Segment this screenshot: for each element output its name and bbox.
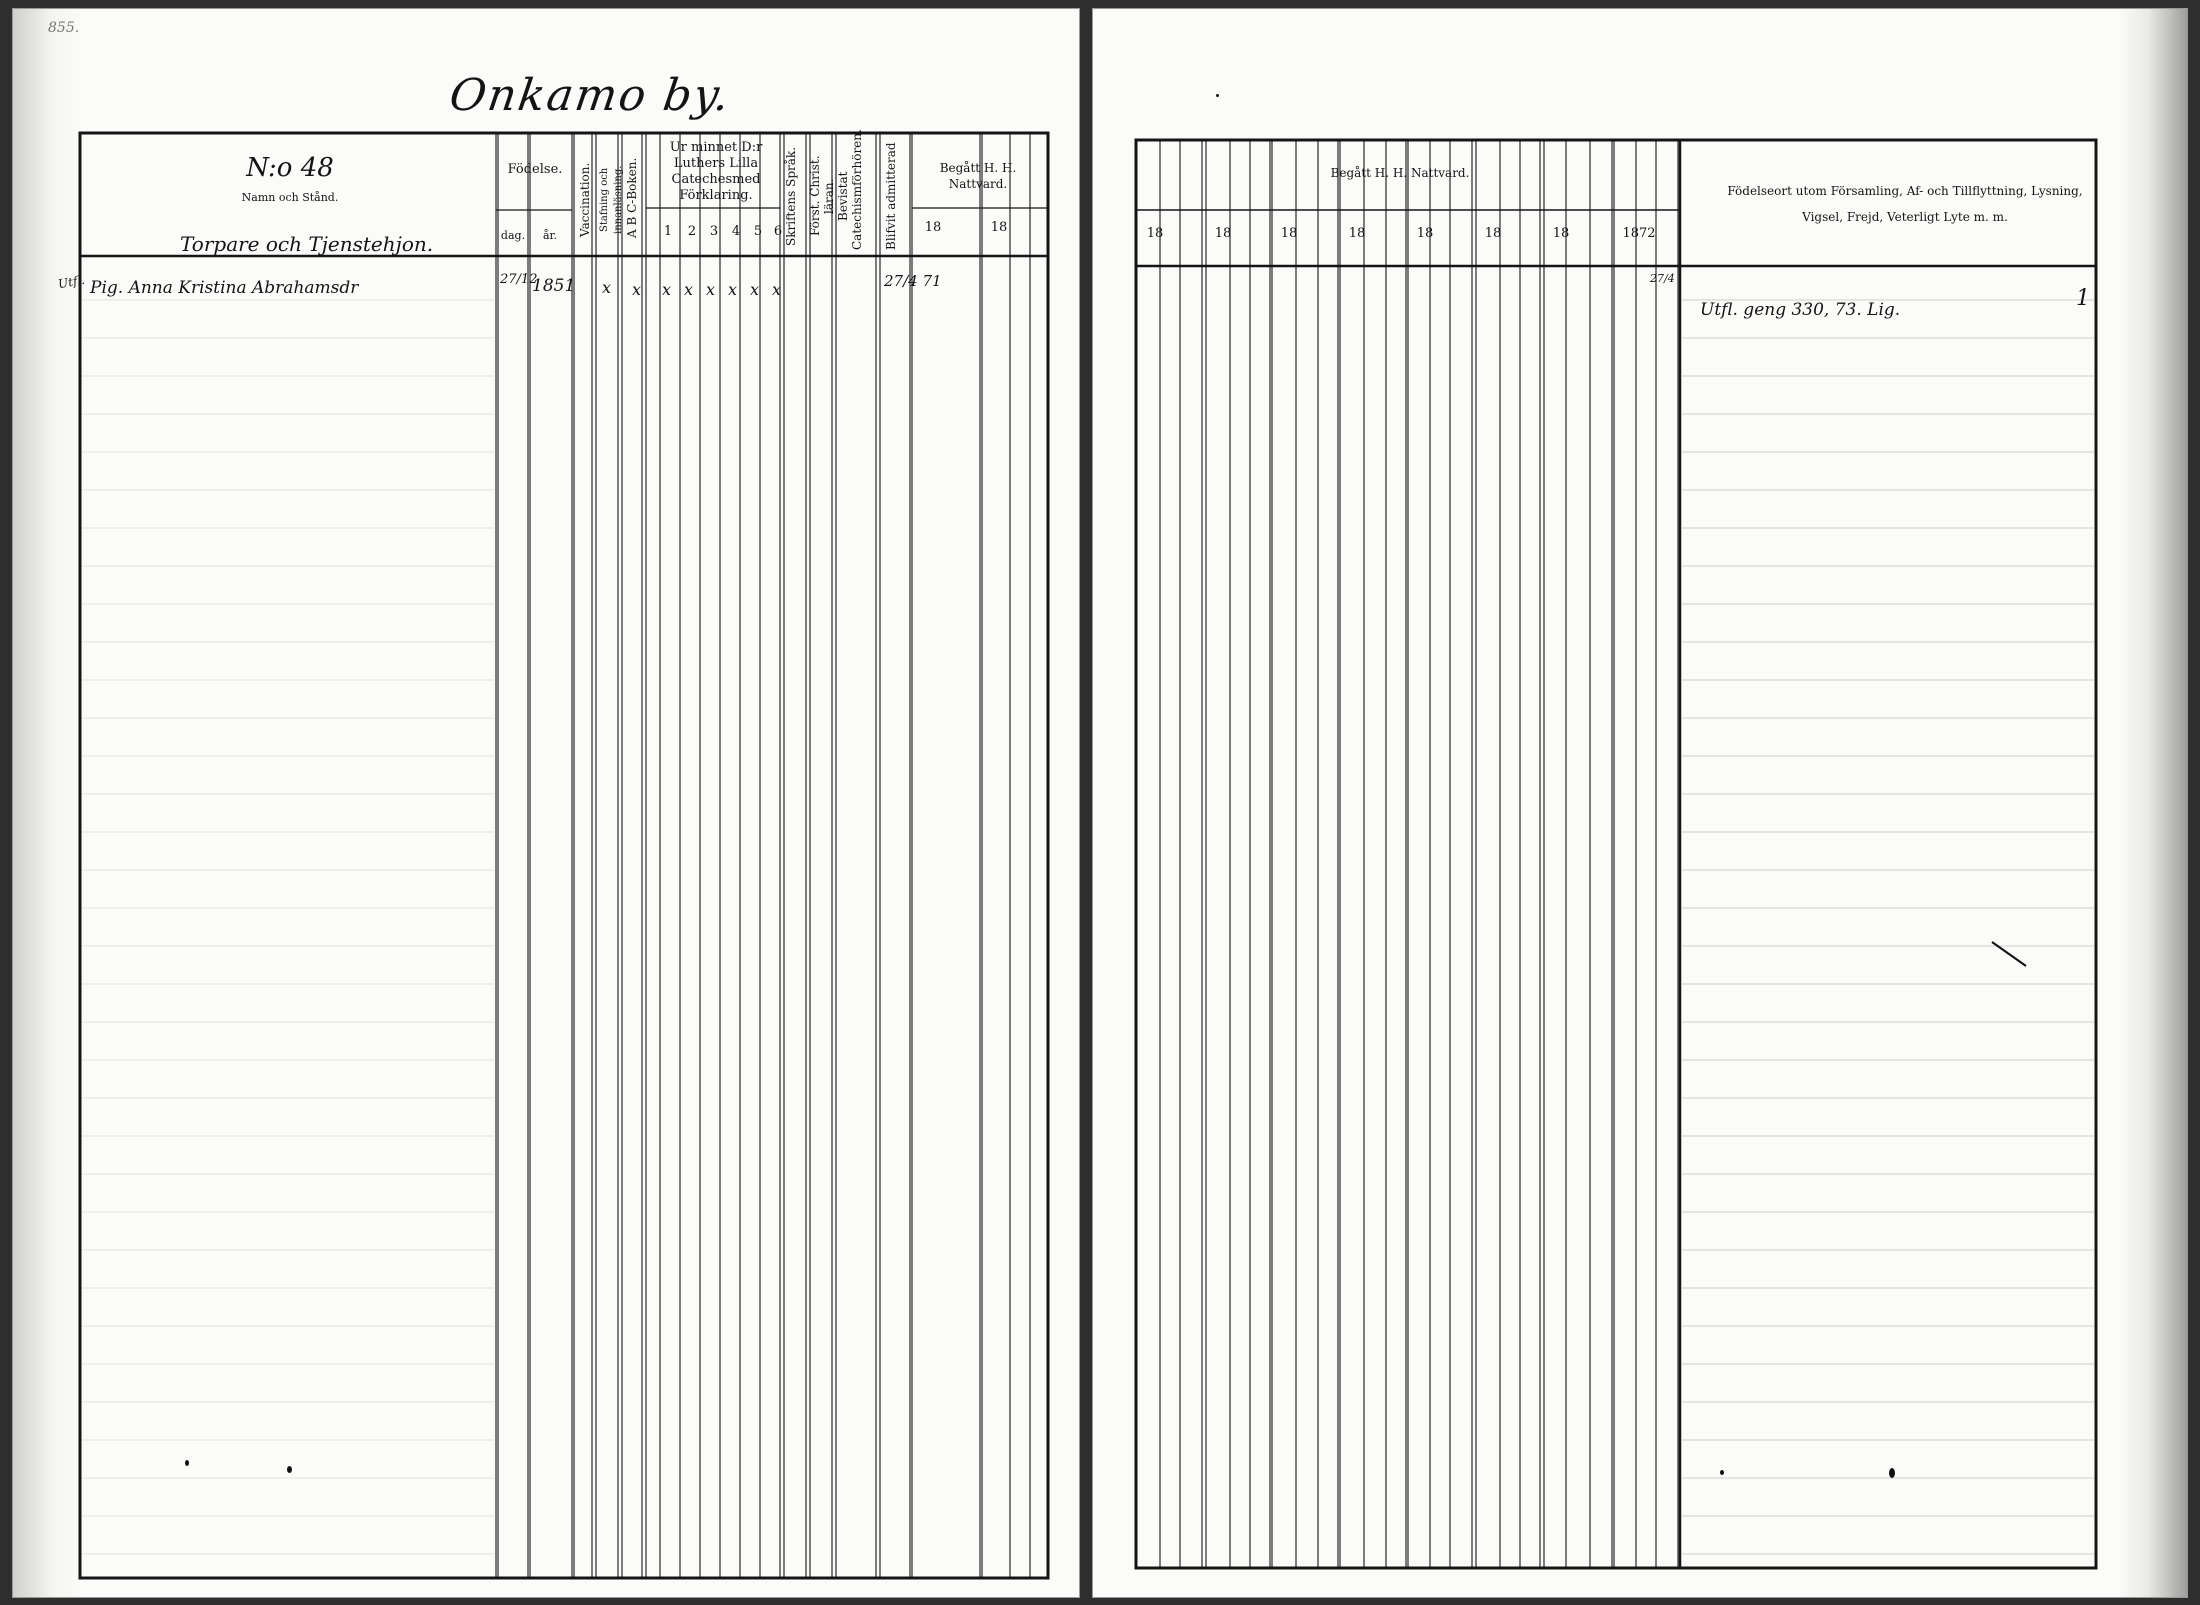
- luther-number-3: 3: [709, 224, 719, 239]
- ink-speck: [1720, 1470, 1724, 1475]
- ar-header: år.: [542, 229, 558, 242]
- luther-number-6: 6: [773, 224, 783, 239]
- entry-communion-1872: 27/4: [1650, 272, 1675, 285]
- nattvard-header-right: Begått H. H. Nattvard.: [1330, 166, 1470, 180]
- folio-number: 855.: [48, 20, 80, 36]
- catechism-mark-3: x: [706, 280, 716, 299]
- luther-header: Ur minnet D:r Luthers Lilla Catechesmed Förklaring.: [669, 140, 763, 203]
- nattvard-year-left-1: 18: [924, 220, 942, 235]
- name-caption: Namn och Stånd.: [241, 191, 339, 204]
- household-number: N:o 48: [246, 153, 334, 183]
- nattvard-year-right-7: 18: [1552, 226, 1570, 241]
- entry-remark-number: 1: [2076, 286, 2090, 311]
- nattvard-year-right-8: 1872: [1622, 226, 1656, 241]
- pen-stroke: [1990, 940, 2030, 970]
- catechism-mark-5: x: [750, 280, 760, 299]
- luther-number-2: 2: [687, 224, 697, 239]
- entry-birth-day: 27/12: [500, 272, 538, 287]
- fodelseort-header: Födelseort utom Församling, Af- och Tillflyttning, Lysning, Vigsel, Frejd, Veterligt Lyte m. m.: [1727, 184, 2083, 224]
- bevistat-header: Bevistat Catechismförhören.: [836, 129, 864, 250]
- nattvard-year-right-1: 18: [1146, 226, 1164, 241]
- ink-speck: [287, 1466, 292, 1473]
- village-heading: Onkamo by.: [446, 70, 735, 121]
- nattvard-year-right-6: 18: [1484, 226, 1502, 241]
- abc-header: A B C-Boken.: [625, 157, 639, 239]
- nattvard-year-right-5: 18: [1416, 226, 1434, 241]
- fodelse-header: Födelse.: [507, 162, 563, 177]
- luther-number-4: 4: [731, 224, 741, 239]
- status-line: Torpare och Tjenstehjon.: [180, 232, 434, 256]
- stafning-header: Stafning och innanläsning.: [599, 165, 624, 235]
- nattvard-year-right-4: 18: [1348, 226, 1366, 241]
- nattvard-year-right-3: 18: [1280, 226, 1298, 241]
- entry-name: Pig. Anna Kristina Abrahamsdr: [90, 278, 359, 298]
- entry-birth-year: 1851: [532, 276, 576, 296]
- entry-admitted: 27/4 71: [884, 272, 942, 290]
- vaccination-header: Vaccination.: [578, 162, 592, 238]
- blifvit-header: Blifvit admitterad: [884, 142, 898, 250]
- ink-speck: [1889, 1468, 1895, 1478]
- luther-number-1: 1: [663, 224, 673, 239]
- catechism-mark-6: x: [772, 280, 782, 299]
- skriftens-header: Skriftens Språk.: [784, 146, 798, 246]
- entry-mark-abc: x: [632, 280, 642, 299]
- margin-note: Utfl.: [56, 272, 86, 292]
- nattvard-header-left: Begått H. H. Nattvard.: [939, 161, 1017, 191]
- ink-speck: [1216, 94, 1219, 97]
- ink-speck: [185, 1460, 189, 1466]
- luther-number-5: 5: [753, 224, 763, 239]
- nattvard-year-right-2: 18: [1214, 226, 1232, 241]
- catechism-mark-2: x: [684, 280, 694, 299]
- catechism-mark-4: x: [728, 280, 738, 299]
- catechism-mark-1: x: [662, 280, 672, 299]
- entry-remark: Utfl. geng 330, 73. Lig.: [1700, 300, 1901, 320]
- nattvard-year-left-2: 18: [990, 220, 1008, 235]
- dag-header: dag.: [500, 229, 526, 242]
- entry-mark-stafning: x: [602, 278, 612, 297]
- forst-header: Först. Christ. läran.: [808, 155, 836, 237]
